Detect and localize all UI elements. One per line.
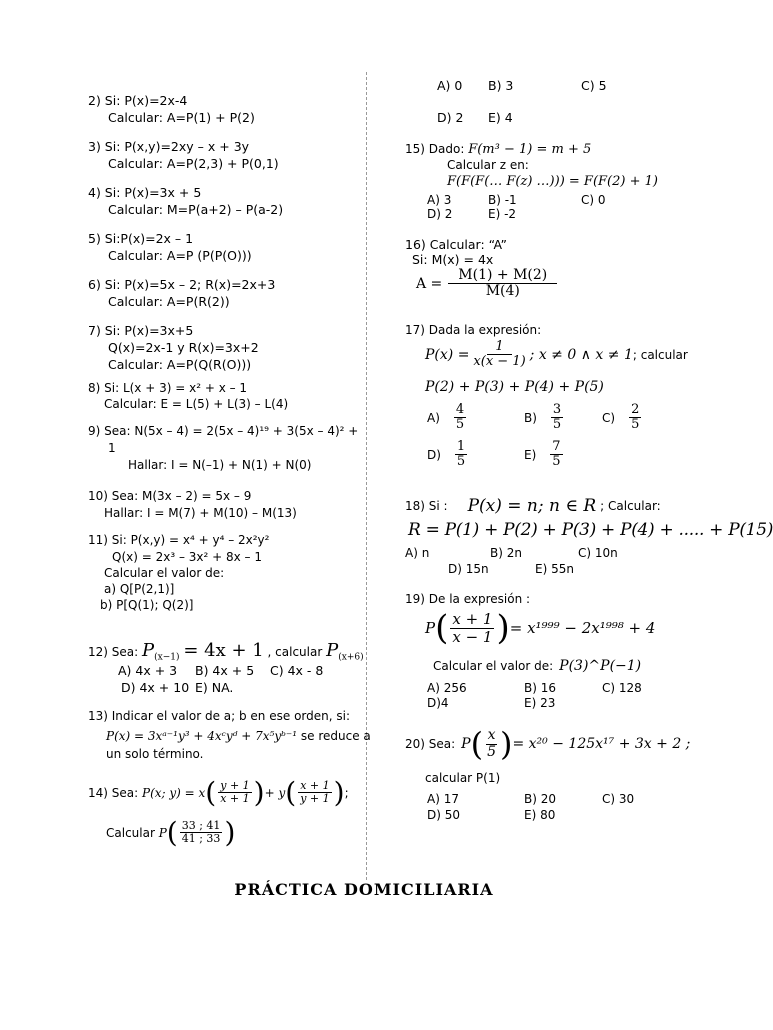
problem-20-stem: [405, 725, 690, 763]
problem-14-frac1: [218, 780, 251, 805]
problem-16-lhs: A =: [416, 275, 443, 292]
problem-17-num: 1: [487, 340, 511, 355]
problem-11-line4: a) Q[P(2,1)]: [104, 582, 175, 596]
problem-17-den: x(x − 1): [473, 354, 526, 370]
problem-12-lead: 12) Sea:: [88, 645, 139, 659]
column-divider: [366, 72, 367, 880]
problem-3-line2: Calcular: A=P(2,3) + P(0,1): [108, 156, 279, 171]
problem-14-stem: [88, 776, 349, 809]
problem-19-den: x − 1: [452, 627, 493, 646]
problem-15-opt-a: A) 3: [427, 193, 452, 207]
problem-9-line2: 1: [108, 441, 116, 455]
problem-15-line2: Calcular z en:: [447, 158, 529, 172]
problem-20-opt-d: D) 50: [427, 808, 461, 822]
problem-14-calc-p: P: [158, 825, 167, 840]
problem-20-opt-b: B) 20: [524, 792, 556, 806]
problem-19-paren-close: ): [496, 608, 510, 648]
problem-14-calc-frac: [180, 820, 223, 845]
opt-den: 5: [455, 417, 465, 433]
problem-16-expr: [416, 268, 559, 300]
problem-19-p: P: [425, 619, 436, 637]
problem-2-line1: 2) Si: P(x)=2x-4: [88, 93, 188, 108]
opt-num: 1: [456, 439, 466, 454]
opt-label: E): [524, 447, 537, 462]
problem-16-line1: 16) Calcular: “A”: [405, 237, 507, 252]
problem-14-calc-den: 41 ; 33: [181, 832, 221, 845]
problem-13-line3: un solo término.: [106, 747, 204, 761]
problem-17-cond: ; x ≠ 0 ∧ x ≠ 1: [529, 346, 633, 363]
opt-label: B): [524, 410, 537, 425]
problem-19-frac: [450, 611, 494, 645]
opt-label: D): [427, 447, 441, 462]
problem-17-opt-b: [524, 403, 565, 433]
problem-20-calc: calcular P(1): [425, 771, 501, 785]
opt-frac: [550, 440, 562, 470]
problem-13-line1: 13) Indicar el valor de a; b en ese orden, si:: [88, 709, 350, 723]
problem-19-rhs: = x¹⁹⁹⁹ − 2x¹⁹⁹⁸ + 4: [509, 619, 656, 637]
problem-12-mid: , calcular: [267, 645, 323, 659]
problem-20-frac: [485, 728, 498, 760]
problem-15-eq: F(m³ − 1) = m + 5: [468, 142, 592, 157]
problem-6-line1: 6) Si: P(x)=5x – 2; R(x)=2x+3: [88, 277, 276, 292]
problem-14-semi: ;: [344, 785, 349, 800]
problem-10-line1: 10) Sea: M(3x – 2) = 5x – 9: [88, 489, 252, 503]
problem-17-opt-d: [427, 440, 469, 470]
problem-12-stem: [88, 640, 364, 662]
problem-19-num: x + 1: [452, 610, 493, 628]
problem-6-line2: Calcular: A=P(R(2)): [108, 294, 230, 309]
opt-den: 5: [552, 454, 561, 470]
problem-20-num: x: [487, 727, 496, 744]
problem-15-lead: 15) Dado:: [405, 142, 465, 156]
problem-7-line2: Q(x)=2x-1 y R(x)=3x+2: [108, 340, 259, 355]
problem-7-line1: 7) Si: P(x)=3x+5: [88, 323, 194, 338]
problem-16-line2: Si: M(x) = 4x: [412, 252, 494, 267]
problem-20-p: P: [461, 736, 471, 752]
problem-14-frac2-den: y + 1: [300, 792, 330, 805]
problem-18-opt-d: D) 15n: [448, 562, 489, 576]
problem-14-calc-label: Calcular: [106, 825, 155, 840]
problem-20-rhs: = x²⁰ − 125x¹⁷ + 3x + 2 ;: [512, 736, 691, 752]
top-opt-a: A) 0: [437, 78, 463, 93]
problem-12-p2: P: [326, 640, 339, 661]
opt-den: 5: [456, 454, 466, 470]
problem-17-opt-a: [427, 403, 468, 433]
problem-13-tail: se reduce a: [300, 729, 371, 743]
opt-frac: [551, 403, 563, 433]
problem-8-line1: 8) Si: L(x + 3) = x² + x – 1: [88, 381, 248, 395]
opt-label: C): [602, 410, 616, 425]
problem-18-opt-b: B) 2n: [490, 546, 522, 560]
opt-frac: [455, 440, 467, 470]
top-opt-e: E) 4: [488, 110, 513, 125]
top-opt-c: C) 5: [581, 78, 607, 93]
problem-19-expr: [425, 608, 655, 648]
problem-17-sum: P(2) + P(3) + P(4) + P(5): [425, 379, 604, 395]
problem-14-calc-paren-close: ): [224, 816, 236, 849]
problem-17-lhs: P(x) =: [425, 346, 470, 363]
problem-14-paren-close-2: ): [333, 776, 345, 809]
problem-19-calc-expr: P(3)^P(−1): [559, 658, 642, 674]
problem-16-den: M(4): [485, 283, 520, 300]
problem-14-calc-num: 33 ; 41: [181, 818, 221, 832]
problem-10-line2: Hallar: I = M(7) + M(10) – M(13): [104, 506, 297, 520]
problem-4-line1: 4) Si: P(x)=3x + 5: [88, 185, 202, 200]
opt-frac: [454, 403, 466, 433]
footer-title: PRÁCTICA DOMICILIARIA: [234, 880, 494, 899]
problem-14-calc: [106, 816, 235, 849]
problem-20-paren-open: (: [470, 725, 484, 763]
problem-5-line2: Calcular: A=P (P(P(O))): [108, 248, 252, 263]
problem-18-stem: [405, 496, 661, 516]
opt-num: 7: [552, 439, 561, 454]
problem-12-opt-b: B) 4x + 5: [195, 663, 255, 678]
problem-15-stem: [405, 142, 591, 157]
problem-20-paren-close: ): [500, 725, 513, 763]
problem-18-opt-e: E) 55n: [535, 562, 574, 576]
problem-14-frac1-den: x + 1: [220, 792, 250, 805]
problem-14-frac1-num: y + 1: [220, 778, 250, 792]
problem-17-tail: ; calcular: [632, 347, 688, 362]
problem-12-opt-d: D) 4x + 10: [121, 680, 190, 695]
problem-18-sum: R = P(1) + P(2) + P(3) + P(4) + ..... + P(15): [408, 520, 773, 540]
problem-13-expr: P(x) = 3xᵃ⁻¹y³ + 4xᶜyᵈ + 7x⁵yᵇ⁻¹: [106, 729, 298, 743]
problem-9-line3: Hallar: I = N(–1) + N(1) + N(0): [128, 458, 312, 472]
problem-11-line2: Q(x) = 2x³ – 3x² + 8x – 1: [112, 550, 262, 564]
problem-15-opt-b: B) -1: [488, 193, 517, 207]
problem-11-line1: 11) Si: P(x,y) = x⁴ + y⁴ – 2x²y²: [88, 533, 270, 547]
problem-15-eq2: F(F(F(… F(z) …))) = F(F(2) + 1): [447, 174, 658, 189]
problem-14-paren-open-2: (: [285, 776, 297, 809]
problem-19-calc: [433, 658, 641, 674]
problem-12-sub1: (x−1): [154, 652, 180, 663]
problem-18-lead: 18) Si :: [405, 499, 448, 513]
problem-12-sub2: (x+6): [338, 652, 364, 663]
problem-19-opt-e: E) 23: [524, 696, 556, 710]
top-opt-b: B) 3: [488, 78, 514, 93]
problem-14-lhs: P(x; y) = x: [142, 785, 206, 800]
problem-14-paren-close: ): [253, 776, 265, 809]
problem-15-opt-d: D) 2: [427, 207, 453, 221]
problem-14-frac2-num: x + 1: [300, 778, 330, 792]
problem-19-paren-open: (: [435, 608, 449, 648]
problem-18-opt-c: C) 10n: [578, 546, 618, 560]
problem-17-frac: [471, 340, 527, 370]
problem-3-line1: 3) Si: P(x,y)=2xy – x + 3y: [88, 139, 250, 154]
opt-num: 4: [455, 402, 465, 417]
problem-17-line1: 17) Dada la expresión:: [405, 323, 542, 337]
problem-18-opt-a: A) n: [405, 546, 430, 560]
problem-12-p: P: [142, 640, 155, 661]
opt-num: 3: [552, 402, 562, 417]
opt-den: 5: [631, 417, 640, 433]
problem-13-line2: [106, 729, 371, 743]
problem-16-num: M(1) + M(2): [448, 268, 557, 284]
problem-14-lead: 14) Sea:: [88, 785, 139, 800]
problem-14-calc-paren-open: (: [166, 816, 178, 849]
problem-2-line2: Calcular: A=P(1) + P(2): [108, 110, 255, 125]
problem-15-opt-c: C) 0: [581, 193, 606, 207]
problem-12-rhs: = 4x + 1: [183, 640, 264, 661]
problem-19-opt-a: A) 256: [427, 681, 467, 695]
problem-20-opt-e: E) 80: [524, 808, 556, 822]
problem-17-opt-e: [524, 440, 565, 470]
problem-19-calc-label: Calcular el valor de:: [433, 659, 554, 673]
problem-11-line5: b) P[Q(1); Q(2)]: [100, 598, 194, 612]
problem-20-opt-a: A) 17: [427, 792, 459, 806]
problem-7-line3: Calcular: A=P(Q(R(O))): [108, 357, 252, 372]
problem-19-opt-c: C) 128: [602, 681, 642, 695]
problem-14-plus: + y: [264, 785, 286, 800]
problem-12-opt-c: C) 4x - 8: [270, 663, 324, 678]
problem-5-line1: 5) Si:P(x)=2x – 1: [88, 231, 194, 246]
problem-20-lead: 20) Sea:: [405, 737, 456, 751]
opt-den: 5: [552, 417, 562, 433]
opt-label: A): [427, 410, 440, 425]
problem-18-eq: P(x) = n; n ∈ R: [467, 496, 597, 516]
problem-12-opt-e: E) NA.: [195, 680, 234, 695]
problem-19-opt-b: B) 16: [524, 681, 556, 695]
problem-9-line1: 9) Sea: N(5x – 4) = 2(5x – 4)¹⁹ + 3(5x – 4)² +: [88, 424, 359, 438]
problem-8-line2: Calcular: E = L(5) + L(3) – L(4): [104, 397, 289, 411]
problem-14-paren-open: (: [205, 776, 217, 809]
opt-frac: [629, 403, 641, 433]
problem-18-tail: ; Calcular:: [600, 499, 661, 513]
problem-20-den: 5: [487, 743, 496, 760]
problem-19-opt-d: D)4: [427, 696, 449, 710]
opt-num: 2: [631, 402, 640, 417]
problem-17-expr: [425, 340, 688, 370]
problem-12-opt-a: A) 4x + 3: [118, 663, 178, 678]
problem-15-opt-e: E) -2: [488, 207, 517, 221]
problem-17-opt-c: [602, 403, 643, 433]
problem-11-line3: Calcular el valor de:: [104, 566, 225, 580]
problem-14-frac2: [298, 780, 331, 805]
top-opt-d: D) 2: [437, 110, 464, 125]
problem-4-line2: Calcular: M=P(a+2) – P(a-2): [108, 202, 284, 217]
problem-16-frac: [448, 268, 557, 300]
problem-20-opt-c: C) 30: [602, 792, 635, 806]
problem-19-line1: 19) De la expresión :: [405, 592, 531, 606]
